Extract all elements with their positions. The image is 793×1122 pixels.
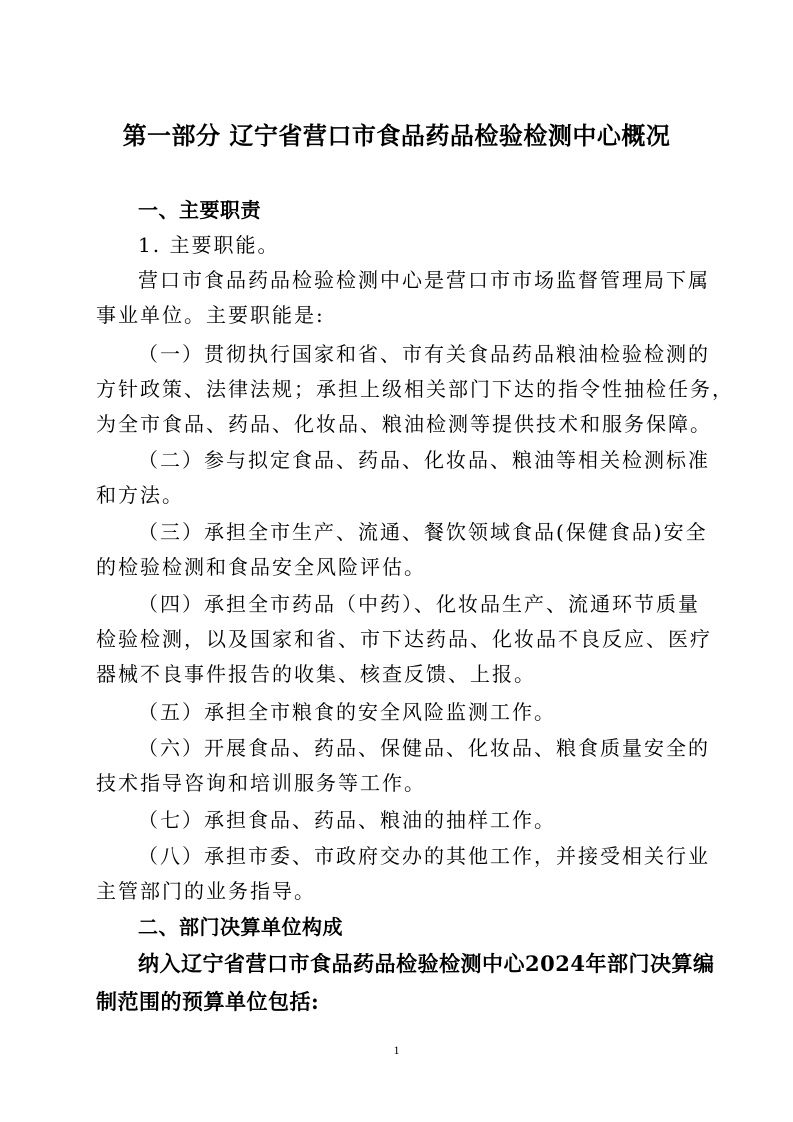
item-3-line-1: （三）承担全市生产、流通、餐饮领域食品(保健食品)安全 (138, 520, 708, 544)
section-heading-unit-composition: 二、部门决算单位构成 (138, 915, 343, 939)
item-1-line-1: （一）贯彻执行国家和省、市有关食品药品粮油检验检测的 (138, 342, 710, 366)
unit-text-line-1: 纳入辽宁省营口市食品药品检验检测中心2024年部门决算编 (138, 951, 715, 976)
item-6-line-1: （六）开展食品、药品、保健品、化妆品、粮食质量安全的 (138, 736, 710, 760)
page-number: 1 (393, 1043, 400, 1057)
item-4-line-3: 器械不良事件报告的收集、核查反馈、上报。 (96, 662, 536, 686)
intro-line-1: 营口市食品药品检验检测中心是营口市市场监督管理局下属 (138, 268, 710, 292)
sub-heading-main-functions: 1. 主要职能。 (138, 233, 280, 257)
item-3-line-2: 的检验检测和食品安全风险评估。 (96, 555, 426, 579)
item-1-line-2: 方针政策、法律法规；承担上级相关部门下达的指令性抽检任务， (96, 377, 734, 401)
page-title: 第一部分 辽宁省营口市食品药品检验检测中心概况 (122, 122, 671, 150)
item-2-line-2: 和方法。 (96, 483, 184, 507)
item-5-line-1: （五）承担全市粮食的安全风险监测工作。 (138, 700, 556, 724)
item-8-line-2: 主管部门的业务指导。 (96, 879, 316, 903)
item-2-line-1: （二）参与拟定食品、药品、化妆品、粮油等相关检测标准 (138, 448, 710, 472)
unit-text-line-2: 制范围的预算单位包括: (96, 989, 320, 1014)
item-1-line-3: 为全市食品、药品、化妆品、粮油检测等提供技术和服务保障。 (96, 412, 712, 436)
section-heading-main-duties: 一、主要职责 (138, 198, 261, 222)
item-6-line-2: 技术指导咨询和培训服务等工作。 (96, 771, 426, 795)
item-7-line-1: （七）承担食品、药品、粮油的抽样工作。 (138, 808, 556, 832)
item-4-line-2: 检验检测，以及国家和省、市下达药品、化妆品不良反应、医疗 (96, 627, 712, 651)
item-8-line-1: （八）承担市委、市政府交办的其他工作，并接受相关行业 (138, 844, 710, 868)
intro-line-2: 事业单位。主要职能是: (96, 303, 325, 327)
item-4-line-1: （四）承担全市药品（中药）、化妆品生产、流通环节质量 (138, 592, 700, 616)
